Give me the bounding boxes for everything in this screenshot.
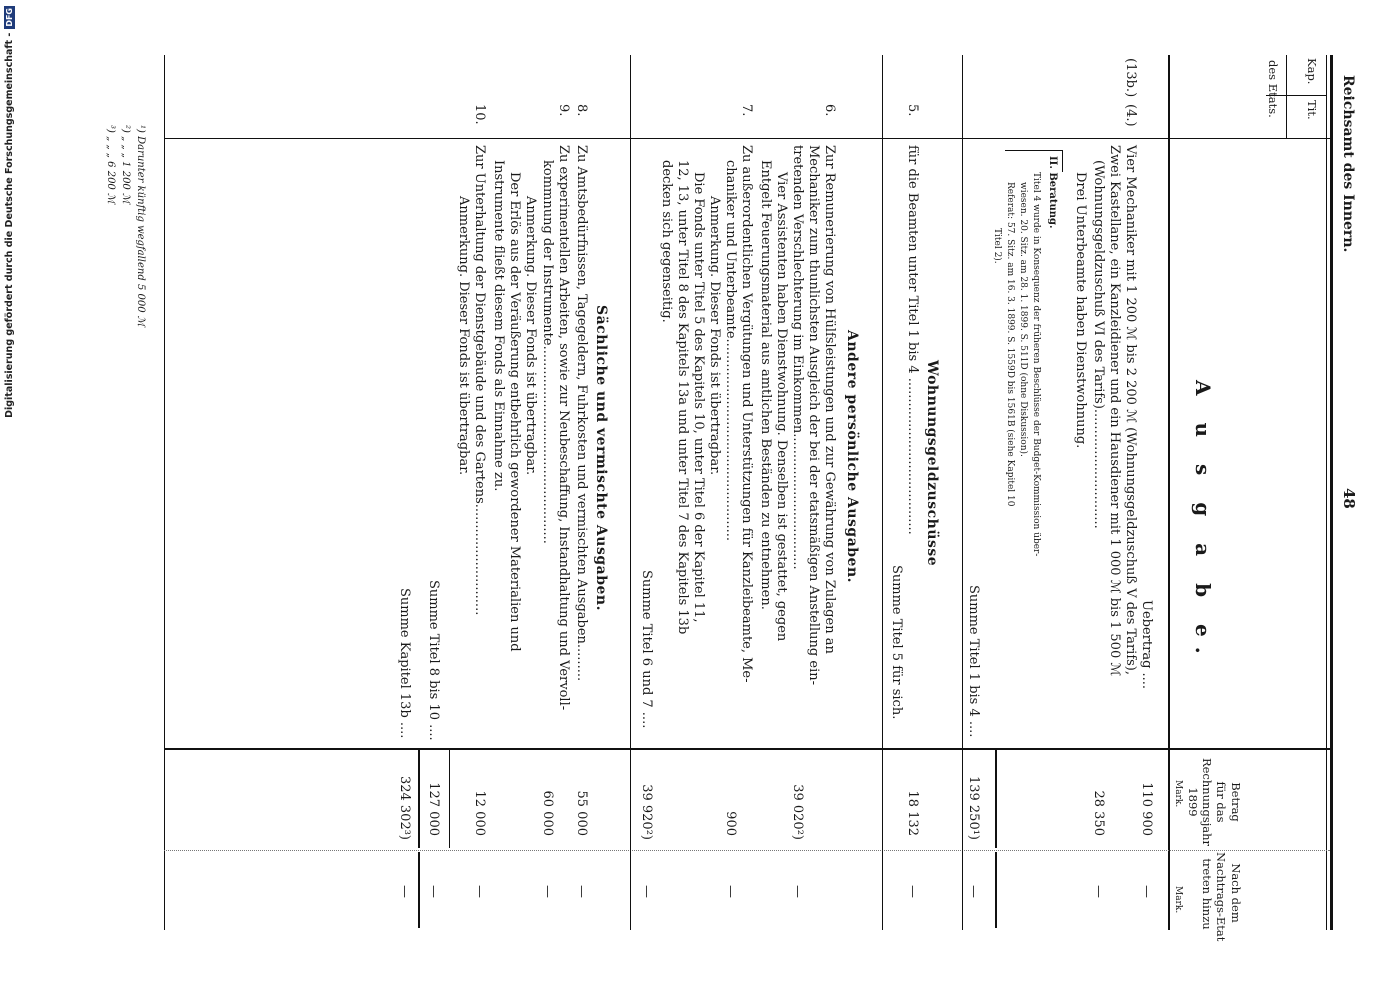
des-etats-label: des Etats.	[1266, 60, 1280, 118]
row10-tit: 10.	[472, 104, 487, 125]
row4-amount: 28 350	[1091, 790, 1106, 836]
betrag-year: 1899	[1186, 787, 1200, 817]
sumkap-rule-extra	[418, 852, 420, 928]
sum14-rule-extra	[995, 852, 997, 928]
row5-tit: 5.	[905, 104, 920, 117]
sum14-amount: 139 250¹)	[966, 775, 981, 840]
row6-amount: 39 020²)	[790, 784, 805, 840]
row7-tit: 7.	[739, 104, 754, 117]
row4-kap: (13b.)	[1123, 58, 1138, 98]
sum810-rule	[449, 750, 450, 848]
top-rule-thin	[1326, 55, 1327, 930]
sumkap-amount: 324 302³)	[397, 775, 412, 840]
page-number: 48	[1340, 488, 1358, 509]
row9-tit: 9.	[556, 104, 571, 117]
betrag-unit: Mark.	[1173, 780, 1183, 808]
row7-line1: Zu außerordentlichen Vergütungen und Unterstützungen für Kanzleibeamte, Me-	[739, 145, 754, 683]
nachtrag-l3: treten hinzu	[1200, 858, 1214, 930]
heading-andere: Andere persönliche Ausgaben.	[844, 330, 860, 584]
beratung-line3: Referat: 57. Sitz. am 16. 3. 1899. S. 1559D bis 1561B (siehe Kapitel 10	[1005, 182, 1015, 507]
betrag-l3: Rechnungsjahr	[1200, 757, 1214, 847]
beratung-bracket-vert	[1005, 150, 1063, 151]
sum67-extra: —	[639, 885, 654, 898]
sum5-label: Summe Titel 5 für sich.	[889, 565, 904, 720]
nachtrag-l1: Nach dem	[1229, 863, 1243, 923]
row6-line4: Vier Assistenten haben Dienstwohnung. Denselben ist gestattet, gegen	[774, 172, 789, 642]
heading-saechlich: Sächliche und vermischte Ausgaben.	[593, 305, 609, 611]
beratung-label: II. Beratung.	[1047, 156, 1058, 229]
sumkap-label: Summe Kapitel 13b ....	[397, 588, 412, 739]
row10-note: Anmerkung. Dieser Fonds ist übertragbar.	[456, 196, 471, 476]
col-sep-amount	[164, 748, 1330, 750]
rotated-page	[18, 0, 1383, 1000]
table-bottom-rule	[164, 55, 165, 930]
nachtrag-l2: Nachtrags-Etat	[1214, 852, 1228, 942]
betrag-l1: Betrag	[1229, 782, 1243, 822]
row7-line4: Die Fonds unter Titel 5 des Kapitels 10, unter Titel 6 der Kapitel 11,	[691, 172, 706, 623]
beratung-line4: Titel 2).	[992, 228, 1002, 264]
row5-extra: —	[905, 885, 920, 898]
row4-line2: Zwei Kastellane, ein Kanzleidiener und ein Hausdiener mit 1 000 ℳ bis 1 500 ℳ	[1107, 145, 1122, 677]
heading-wohnung: Wohnungsgeldzuschüsse	[924, 360, 940, 567]
section-rule-3	[630, 55, 631, 930]
row10-amount: 12 000	[472, 790, 487, 836]
row6-extra: —	[790, 885, 805, 898]
row7-amount: 900	[723, 811, 738, 836]
beratung-bracket-top	[1062, 150, 1063, 172]
row7-note: Anmerkung. Dieser Fonds ist übertragbar.	[707, 196, 722, 476]
nachtrag-unit: Mark.	[1173, 886, 1183, 914]
row4-line3: (Wohnungsgeldzuschuß VI des Tarifs).............................	[1091, 160, 1106, 529]
row6-tit: 6.	[822, 104, 837, 117]
section-rule-2	[882, 55, 883, 930]
row8-text: Zu Amtsbedürfnissen, Tagegeldern, Fuhrkosten und vermischten Ausgaben.........	[574, 145, 589, 682]
row6-line1: Zur Remunerierung von Hülfsleistungen und zur Gewährung von Zulagen an	[822, 145, 837, 654]
row7-line6: decken sich gegenseitig.	[659, 160, 674, 323]
row7-line5: 12, 13, unter Titel 8 des Kapitels 13a und unter Titel 7 des Kapitels 13b	[675, 160, 690, 635]
sum810-amount: 127 000	[426, 782, 441, 836]
uebertrag-label: Uebertrag ....	[1139, 600, 1154, 690]
digitization-ribbon	[0, 0, 18, 1000]
sum14-rule	[995, 750, 997, 848]
row7-line2: chaniker und Unterbeamte.................................................	[723, 160, 738, 542]
dfg-logo: DFG	[4, 8, 14, 27]
uebertrag-amount: 110 900	[1139, 782, 1154, 836]
row9-line2: kommnung der Instrumente................................................	[540, 160, 555, 544]
row9-line1: Zu experimentellen Arbeiten, sowie zur Neubeschaffung, Instandhaltung und Vervoll-	[556, 145, 571, 711]
row6-line5: Entgelt Feuerungsmaterial aus amtlichen Beständen zu entnehmen.	[758, 160, 773, 610]
row8-amount: 55 000	[574, 790, 589, 836]
sum67-amount: 39 920²)	[639, 784, 654, 840]
kap-tit-underline	[1286, 55, 1287, 138]
row5-amount: 18 132	[905, 790, 920, 836]
row8-extra: —	[574, 885, 589, 898]
row10-extra: —	[472, 885, 487, 898]
row5-text: für die Beamten unter Titel 1 bis 4 ......................................	[905, 145, 920, 535]
row6-line2: Mechaniker zum thunlichsten Ausgleich der bei der etatsmäßigen Anstellung ein-	[806, 145, 821, 686]
sum14-extra: —	[966, 885, 981, 898]
col-sep-descr	[164, 138, 1330, 139]
beratung-line1: Titel 4 wurde in Konsequenz der früheren Beschlüsse der Budget-Kommission über-	[1031, 172, 1041, 557]
footnote-2: ²) „ „ „ 1 200 ℳ	[120, 125, 131, 204]
row9-line4: Der Erlös aus der Veräußerung entbehrlich gewordener Materialien und	[507, 172, 522, 652]
row4-line4: Drei Unterbeamte haben Dienstwohnung.	[1073, 172, 1088, 449]
budget-sheet	[18, 0, 1383, 1000]
betrag-l2: für das	[1214, 781, 1228, 823]
row4-tit: (4.)	[1123, 104, 1138, 127]
sum810-extra: —	[426, 885, 441, 898]
tit-label: Tit.	[1305, 100, 1319, 120]
row4-line1: Vier Mechaniker mit 1 200 ℳ bis 2 200 ℳ (Wohnungsgeldzuschuß V des Tarifs),	[1123, 145, 1138, 676]
sumkap-rule	[418, 750, 420, 848]
ausgabe-heading: A u s g a b e.	[1191, 380, 1215, 664]
uebertrag-extra: —	[1139, 885, 1154, 898]
sum14-label: Summe Titel 1 bis 4 ....	[966, 585, 981, 738]
running-head-title: Reichsamt des Innern.	[1340, 75, 1356, 253]
footnote-3: ³) „ „ „ 6 200 ℳ	[105, 125, 116, 204]
row10-line1: Zur Unterhaltung der Dienstgebäude und des Gartens...........................	[472, 145, 487, 616]
sum810-label: Summe Titel 8 bis 10 ....	[426, 580, 441, 741]
row6-line3: tretenden Verschlechterung im Einkommen.................................	[790, 145, 805, 570]
row9-note: Anmerkung. Dieser Fonds ist übertragbar.	[523, 196, 538, 476]
kap-label: Kap.	[1305, 58, 1319, 85]
top-double-rule	[1330, 55, 1333, 930]
sumkap-extra: —	[397, 885, 412, 898]
sum67-label: Summe Titel 6 und 7 ....	[639, 570, 654, 729]
footnote-1: ¹) Darunter künftig wegfallend 5 000 ℳ	[135, 125, 146, 327]
row9-amount: 60 000	[540, 790, 555, 836]
row8-tit: 8.	[574, 104, 589, 117]
row4-extra: —	[1091, 885, 1106, 898]
section-rule-1	[962, 55, 963, 930]
row9-extra: —	[540, 885, 555, 898]
col-sep-extra	[164, 850, 1330, 851]
row7-extra: —	[723, 885, 738, 898]
beratung-line2: wiesen. 20. Sitz. am 28. 1. 1899. S. 511D (ohne Diskussion).	[1018, 182, 1028, 457]
funding-note: Digitalisierung gefördert durch die Deutsche Forschungsgemeinschaft -	[3, 32, 15, 418]
row9-line5: Instrumente fließt diesem Fonds als Einnahme zu.	[491, 160, 506, 492]
header-bottom-rule	[1168, 55, 1170, 930]
